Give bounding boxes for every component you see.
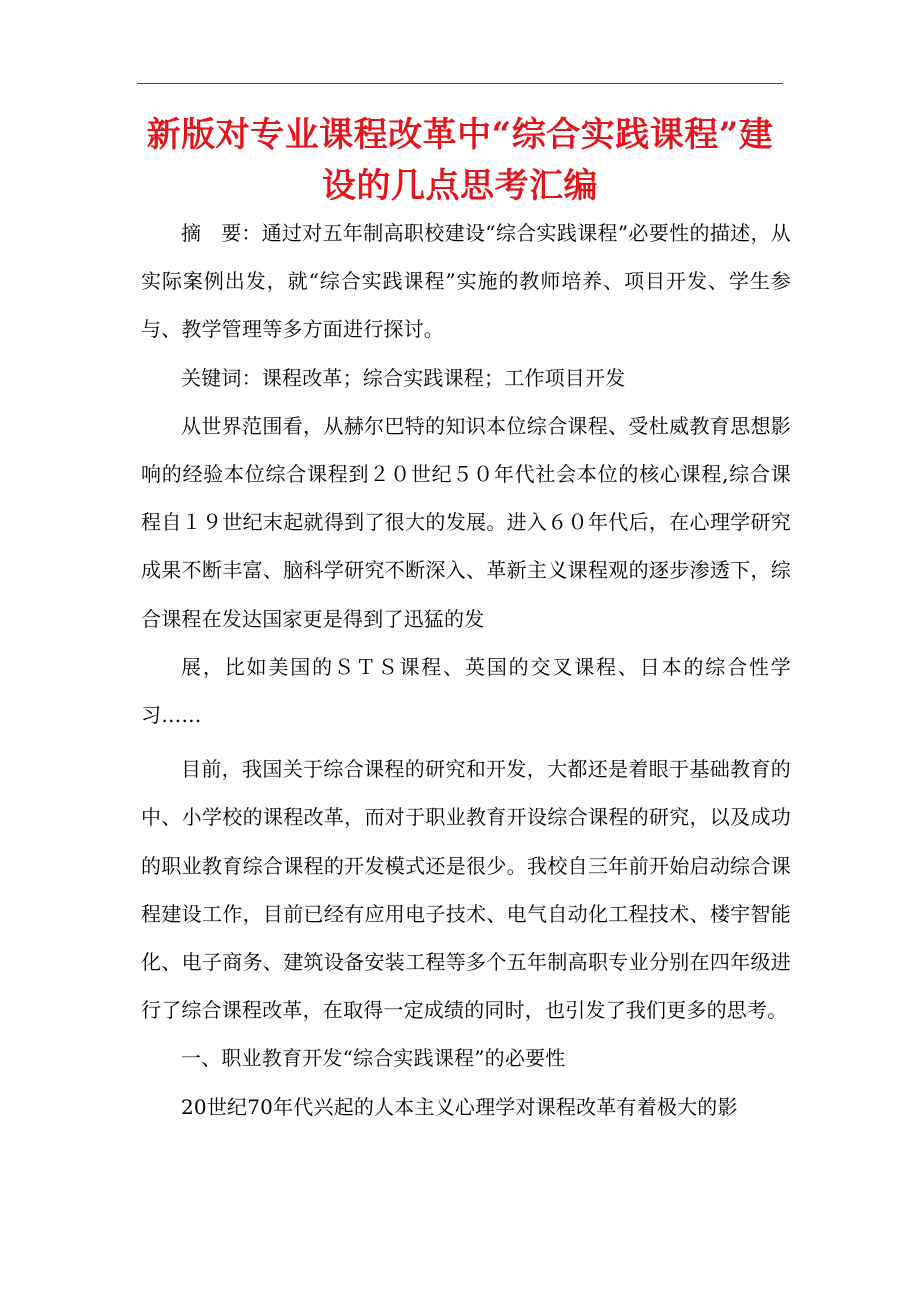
header-rule bbox=[137, 83, 783, 84]
body-paragraph-3: 目前，我国关于综合课程的研究和开发，大都还是着眼于基础教育的中、小学校的课程改革，而对于职业教育开设综合课程的研究，以及成功的职业教育综合课程的开发模式还是很少。我校自三年前开始启动综合课程建设工作，目前已经有应用电子技术、电气自动化工程技术、楼宇智能化、电子商务、建筑设备安装工程等多个五年制高职专业分别在四年级进行了综合课程改革，在取得一定成绩的同时，也引发了我们更多的思考。 bbox=[141, 757, 791, 1023]
abstract-label: 摘 要： bbox=[181, 221, 262, 245]
section-heading-1: 一、职业教育开发“综合实践课程”的必要性 bbox=[181, 1046, 566, 1071]
abstract-text: 通过对五年制高职校建设“综合实践课程”必要性的描述，从实际案例出发，就“综合实践课程”实施的教师培养、项目开发、学生参与、教学管理等多方面进行探讨。 bbox=[141, 221, 791, 342]
keywords-line: 关键词：课程改革；综合实践课程；工作项目开发 bbox=[181, 365, 626, 390]
document-body bbox=[141, 209, 791, 1131]
abstract-paragraph bbox=[141, 209, 791, 354]
body-paragraph-4: 20世纪70年代兴起的人本主义心理学对课程改革有着极大的影 bbox=[181, 1094, 738, 1119]
document-title: 新版对专业课程改革中“综合实践课程”建设的几点思考汇编 bbox=[146, 115, 774, 206]
body-paragraph-2: 展，比如美国的ＳＴＳ课程、英国的交叉课程、日本的综合性学习…… bbox=[141, 654, 791, 728]
body-paragraph-1: 从世界范围看，从赫尔巴特的知识本位综合课程、受杜威教育思想影响的经验本位综合课程到２０世纪５０年代社会本位的核心课程,综合课程自１９世纪末起就得到了很大的发展。进入６０年代后，在心理学研究成果不断丰富、脑科学研究不断深入、革新主义课程观的逐步渗透下，综合课程在发达国家更是得到了迅猛的发 bbox=[141, 413, 791, 631]
